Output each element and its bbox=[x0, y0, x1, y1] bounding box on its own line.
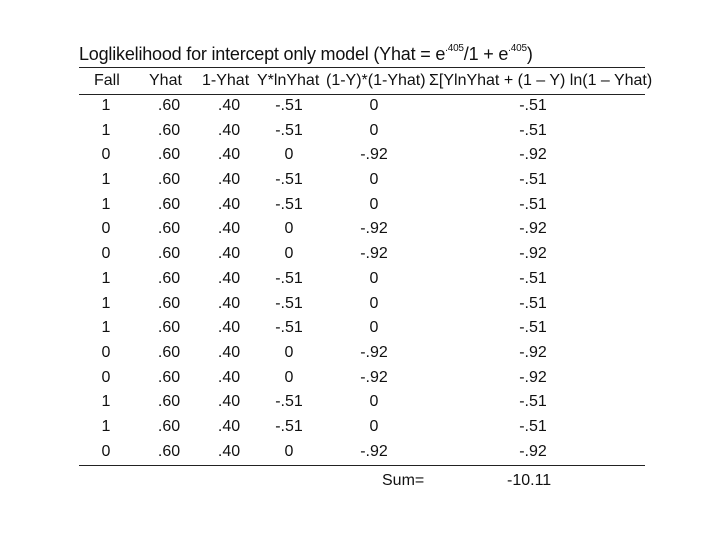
cell-yhat: .60 bbox=[157, 442, 181, 460]
cell-sum-term: -.51 bbox=[519, 97, 547, 114]
cell-fall: 1 bbox=[101, 319, 111, 337]
table-row bbox=[79, 295, 649, 320]
header-sum-term: Σ[YlnYhat + (1 – Y) ln(1 – Yhat) bbox=[429, 72, 653, 89]
cell-sum-term: -.51 bbox=[519, 269, 547, 287]
cell-one-minus-y-term: -.92 bbox=[360, 146, 388, 164]
cell-one-minus-yhat: .40 bbox=[217, 294, 241, 312]
cell-y-ln-yhat: -.51 bbox=[275, 121, 303, 139]
cell-sum-term: -.92 bbox=[519, 368, 547, 386]
cell-one-minus-yhat: .40 bbox=[217, 417, 241, 435]
cell-yhat: .60 bbox=[157, 195, 181, 213]
cell-yhat: .60 bbox=[157, 269, 181, 287]
cell-fall: 1 bbox=[101, 171, 111, 189]
cell-yhat: .60 bbox=[157, 368, 181, 386]
cell-one-minus-yhat: .40 bbox=[217, 220, 241, 238]
cell-y-ln-yhat: 0 bbox=[284, 245, 294, 263]
cell-y-ln-yhat: -.51 bbox=[275, 294, 303, 312]
sum-label: Sum= bbox=[382, 472, 425, 489]
cell-yhat: .60 bbox=[157, 245, 181, 263]
title-text-after: ) bbox=[526, 44, 533, 64]
cell-one-minus-yhat: .40 bbox=[217, 393, 241, 411]
cell-yhat: .60 bbox=[157, 319, 181, 337]
cell-one-minus-y-term: -.92 bbox=[360, 245, 388, 263]
cell-yhat: .60 bbox=[157, 146, 181, 164]
cell-yhat: .60 bbox=[157, 393, 181, 411]
cell-fall: 1 bbox=[101, 294, 111, 312]
top-rule bbox=[79, 67, 645, 68]
cell-sum-term: -.92 bbox=[519, 220, 547, 238]
cell-one-minus-y-term: -.92 bbox=[360, 442, 388, 460]
cell-one-minus-yhat: .40 bbox=[217, 269, 241, 287]
table-row bbox=[79, 220, 649, 245]
header-yhat: Yhat bbox=[149, 72, 182, 89]
table-row bbox=[79, 319, 649, 344]
table-row bbox=[79, 369, 649, 394]
cell-fall: 0 bbox=[101, 343, 111, 361]
header-rule bbox=[79, 94, 645, 95]
cell-fall: 1 bbox=[101, 417, 111, 435]
table-row bbox=[79, 344, 649, 369]
cell-one-minus-y-term: 0 bbox=[369, 171, 379, 189]
cell-sum-term: -.51 bbox=[519, 195, 547, 213]
cell-fall: 0 bbox=[101, 368, 111, 386]
cell-y-ln-yhat: 0 bbox=[284, 220, 294, 238]
cell-y-ln-yhat: 0 bbox=[284, 343, 294, 361]
cell-one-minus-y-term: 0 bbox=[369, 319, 379, 337]
title-exponent-1: .405 bbox=[445, 43, 464, 54]
header-y-ln-yhat: Y*lnYhat bbox=[257, 72, 320, 89]
cell-one-minus-y-term: -.92 bbox=[360, 343, 388, 361]
table-body bbox=[79, 97, 649, 467]
cell-one-minus-y-term: -.92 bbox=[360, 220, 388, 238]
cell-one-minus-y-term: 0 bbox=[369, 97, 379, 114]
cell-yhat: .60 bbox=[157, 97, 181, 114]
header-fall: Fall bbox=[94, 72, 120, 89]
cell-y-ln-yhat: -.51 bbox=[275, 393, 303, 411]
cell-fall: 1 bbox=[101, 393, 111, 411]
table-row bbox=[79, 97, 649, 122]
cell-sum-term: -.51 bbox=[519, 393, 547, 411]
cell-sum-term: -.51 bbox=[519, 121, 547, 139]
cell-sum-term: -.51 bbox=[519, 417, 547, 435]
table-row bbox=[79, 146, 649, 171]
cell-fall: 0 bbox=[101, 442, 111, 460]
cell-one-minus-y-term: 0 bbox=[369, 269, 379, 287]
sum-value: -10.11 bbox=[507, 472, 552, 489]
cell-fall: 1 bbox=[101, 269, 111, 287]
table-row bbox=[79, 122, 649, 147]
title-text-before: Loglikelihood for intercept only model (Yhat = e bbox=[79, 44, 446, 64]
cell-sum-term: -.51 bbox=[519, 171, 547, 189]
table-row bbox=[79, 196, 649, 221]
header-one-minus-y-term: (1-Y)*(1-Yhat) bbox=[326, 72, 426, 89]
cell-sum-term: -.92 bbox=[519, 245, 547, 263]
cell-yhat: .60 bbox=[157, 121, 181, 139]
cell-one-minus-y-term: 0 bbox=[369, 121, 379, 139]
cell-y-ln-yhat: 0 bbox=[284, 442, 294, 460]
cell-sum-term: -.92 bbox=[519, 146, 547, 164]
table-header bbox=[79, 72, 659, 92]
table-row bbox=[79, 270, 649, 295]
cell-fall: 0 bbox=[101, 245, 111, 263]
cell-one-minus-y-term: 0 bbox=[369, 195, 379, 213]
cell-fall: 0 bbox=[101, 220, 111, 238]
table-row bbox=[79, 443, 649, 468]
cell-one-minus-yhat: .40 bbox=[217, 195, 241, 213]
cell-y-ln-yhat: -.51 bbox=[275, 269, 303, 287]
cell-one-minus-yhat: .40 bbox=[217, 368, 241, 386]
cell-one-minus-y-term: 0 bbox=[369, 393, 379, 411]
cell-one-minus-y-term: -.92 bbox=[360, 368, 388, 386]
table-row bbox=[79, 393, 649, 418]
header-one-minus-yhat: 1-Yhat bbox=[202, 72, 250, 89]
table-title bbox=[79, 44, 659, 65]
cell-y-ln-yhat: -.51 bbox=[275, 171, 303, 189]
cell-one-minus-yhat: .40 bbox=[217, 442, 241, 460]
cell-y-ln-yhat: -.51 bbox=[275, 319, 303, 337]
cell-fall: 1 bbox=[101, 121, 111, 139]
cell-fall: 0 bbox=[101, 146, 111, 164]
cell-yhat: .60 bbox=[157, 343, 181, 361]
cell-sum-term: -.51 bbox=[519, 319, 547, 337]
cell-one-minus-yhat: .40 bbox=[217, 171, 241, 189]
table-row bbox=[79, 418, 649, 443]
title-text-mid: /1 + e bbox=[463, 44, 509, 64]
cell-one-minus-yhat: .40 bbox=[217, 319, 241, 337]
title-exponent-2: .405 bbox=[508, 43, 527, 54]
cell-sum-term: -.92 bbox=[519, 442, 547, 460]
cell-one-minus-y-term: 0 bbox=[369, 417, 379, 435]
cell-fall: 1 bbox=[101, 97, 111, 114]
cell-y-ln-yhat: 0 bbox=[284, 368, 294, 386]
cell-one-minus-yhat: .40 bbox=[217, 343, 241, 361]
cell-fall: 1 bbox=[101, 195, 111, 213]
cell-y-ln-yhat: -.51 bbox=[275, 417, 303, 435]
cell-yhat: .60 bbox=[157, 417, 181, 435]
cell-y-ln-yhat: -.51 bbox=[275, 97, 303, 114]
cell-one-minus-yhat: .40 bbox=[217, 121, 241, 139]
cell-y-ln-yhat: 0 bbox=[284, 146, 294, 164]
table-row bbox=[79, 171, 649, 196]
cell-one-minus-yhat: .40 bbox=[217, 245, 241, 263]
cell-sum-term: -.51 bbox=[519, 294, 547, 312]
bottom-rule bbox=[79, 465, 645, 466]
cell-sum-term: -.92 bbox=[519, 343, 547, 361]
sum-line bbox=[79, 472, 649, 492]
cell-yhat: .60 bbox=[157, 171, 181, 189]
cell-one-minus-y-term: 0 bbox=[369, 294, 379, 312]
table-row bbox=[79, 245, 649, 270]
cell-one-minus-yhat: .40 bbox=[217, 97, 241, 114]
cell-y-ln-yhat: -.51 bbox=[275, 195, 303, 213]
cell-yhat: .60 bbox=[157, 220, 181, 238]
cell-yhat: .60 bbox=[157, 294, 181, 312]
cell-one-minus-yhat: .40 bbox=[217, 146, 241, 164]
